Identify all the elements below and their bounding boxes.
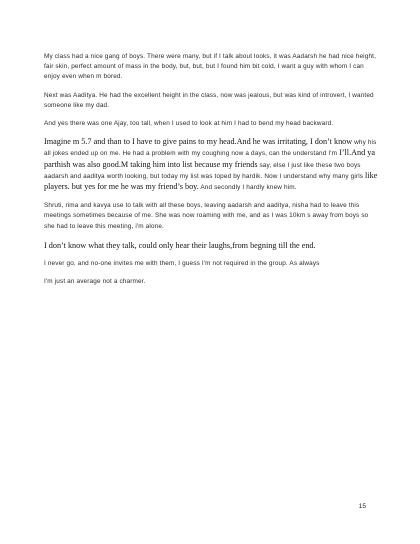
paragraph [44,52,378,83]
text-segment: say, else I just like these two boys aadarsh and aaditya worth looking, but today my list was toped by hardik. Now I understand why many girls [44,161,366,180]
text-segment: I’ll.And ya parthish was also good.M taking him into list because my friends [44,148,375,169]
text-segment: Next was Aaditya. He had the excellent height in the class, now was jealous, but was kind of introvert, I wanted someone like my dad. [44,91,374,109]
paragraph [44,240,378,251]
text-segment: I'm just an average not a charmer. [44,278,146,286]
document-body [44,52,378,295]
paragraph [44,91,378,111]
text-segment: like players. but yes for me he was my friend’s boy. [44,170,378,192]
text-segment: Imagine m 5.7 and than to I have to give pains to my head.And he was irritating, I don’t know [44,137,353,147]
page-number: 15 [358,503,366,510]
paragraph [44,201,378,232]
text-segment: I don’t know what they talk, could only hear their laughs,from begning till the end. [44,240,316,250]
text-segment: Shruti, rima and kavya use to talk with all these boys, leaving aadarsh and aaditya, nisha had to leave this meetings sometimes because of me. She was now roaming with me, and as I was 10km s away from boys so she had to leave this meeting, i'm alone. [44,202,369,230]
text-segment: And yes there was one Ajay, too tall, when I used to look at him I had to bend my head backward. [44,120,334,128]
paragraph [44,119,378,129]
paragraph [44,137,378,193]
text-segment: My class had a nice gang of boys. There were many, but if I talk about looks, it was Aadarsh he had nice height, fair skin, perfect amount of mass in the body, but, but, but I found him bit cold, I want a guy with whom I can enjoy even when m bored. [44,53,377,81]
paragraph [44,259,378,269]
paragraph [44,277,378,287]
text-segment: I never go, and no-one invites me with them, I guess I'm not required in the group. As always [44,259,320,267]
text-segment: And secondly I hardly knew him. [198,184,297,192]
text-segment: why his all jokes ended up on me. He had a problem with my coughing now a days, can the understand I'm [44,139,377,158]
